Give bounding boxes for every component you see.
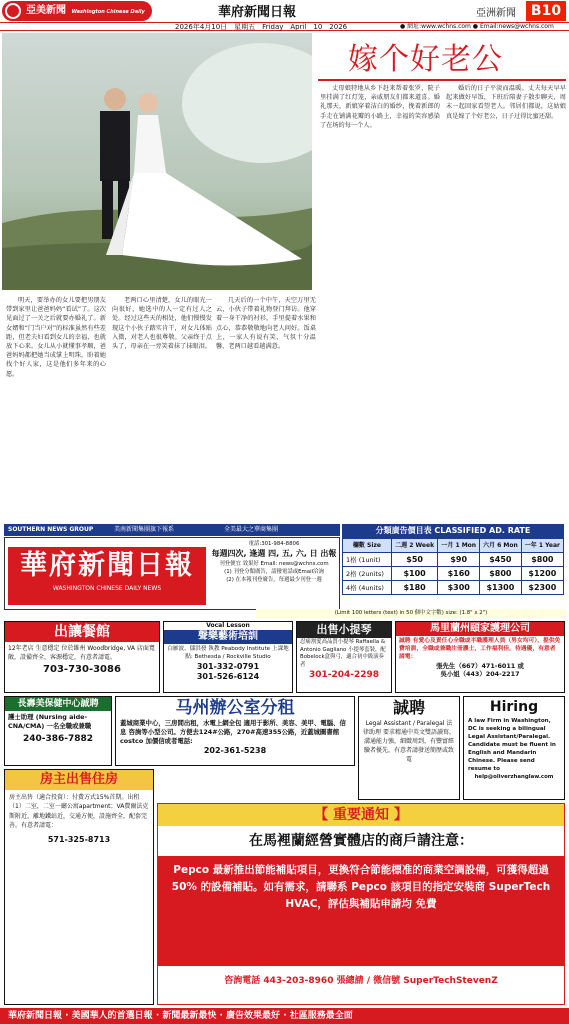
rate-value: $1300	[480, 581, 522, 595]
newspaper-contact-block	[210, 540, 338, 584]
article-column-1	[6, 296, 106, 516]
ad-phone: 301-204-2298	[308, 670, 380, 681]
ad-body: A law Firm in Washington, DC is seeking a bilingual Legal Assistant/Paralegal. Candidate must be fluent in English and Mandarin Chinese. Please send resume to	[468, 718, 556, 772]
ad-contact: 張先生（667）471-6011 或	[436, 662, 524, 670]
rate-value: $300	[438, 581, 480, 595]
contact-info: ● 網址:www.wchns.com ● Email:news@wchns.com	[400, 23, 554, 30]
ad-title: 長壽美保健中心誠聘	[5, 697, 111, 711]
page-footer: 華府新聞日報 · 美國華人的首選日報 · 新聞最新最快 · 廣告效果最好 · 社區服務最全面	[0, 1008, 569, 1024]
article-paragraph: 明天，要举办的女儿要把男朋友带到家里让爸爸妈妈“看试”了。这次见面过了一关之后就要办婚礼了。新女婿和“门当户对”的标准虽然有些差距，但老夫妇看到女儿的幸福，也就放下心来。女儿从小就懂事孝顺，爸爸妈妈都把她当成掌上明珠，盼着她找个好人家，这是他们多年来的心愿。	[6, 297, 106, 378]
ad-body: 誠聘 有愛心及責任心全職或半職護理人員（男女均可），提供免費培訓，全職或兼職注冊護士，工作福利佳，待遇優，有意者請電：	[399, 638, 561, 660]
big-logo-text: 華府新聞日報	[20, 550, 194, 581]
ad-phone: 703-730-3086	[43, 664, 121, 675]
rate-column-header: 六月 6 Mon	[480, 539, 522, 553]
newspaper-title: 華府新聞日報	[218, 5, 297, 20]
rate-unit: 4格 (4units)	[343, 581, 392, 595]
ad-title: 出讓餐館	[5, 622, 159, 642]
ad-body: 護士助理 (Nursing aide-CNA/CMA) 一名全職或兼職	[8, 713, 92, 730]
group-subtitle: 美南新聞集團旗下報系	[114, 526, 175, 533]
ad-body: Legal Assistant / Paralegal 法律助理 要求精通中英文雙語讀寫，溝通能力強，細緻周到，有豐富經驗者優先，有意者請發送簡歷或致電	[363, 720, 455, 763]
ad-title: 馬里蘭州頤家護理公司	[396, 622, 564, 636]
ad-violin-sale	[296, 621, 392, 693]
info-line: 刊登便宜 效果好 Email: news@wchns.com	[219, 561, 329, 567]
ad-body: 忍痛割愛高品質小提琴 Raffaella & Antonio Gagliano 小提琴套裝，配Bobelock盒與弓，適合初中級演奏者	[300, 639, 386, 668]
article-column-2	[112, 296, 212, 516]
group-name: SOUTHERN NEWS GROUP	[8, 526, 94, 533]
ad-nursing-company	[395, 621, 565, 693]
group-header-bar	[4, 524, 340, 536]
ad-office-rent	[115, 696, 355, 766]
ad-phone: 301-526-6124	[196, 672, 260, 681]
issue-date: 2026年4月10日 星期五 Friday April 10 2026	[175, 23, 348, 31]
notice-title-text: 【 重要通知 】	[314, 807, 408, 823]
info-line: (2) 在本報刊登廣告，每週最少刊登一週	[226, 577, 322, 583]
rate-column-header: 一月 1 Mon	[438, 539, 480, 553]
rate-column-header: 二週 2 Week	[391, 539, 438, 553]
ad-title: Hiring	[489, 699, 539, 715]
rate-value: $800	[521, 553, 563, 567]
classified-rate-table	[342, 538, 564, 595]
ad-house-sale	[4, 769, 154, 1005]
rate-column-header: 一年 1 Year	[521, 539, 563, 553]
rate-value: $800	[480, 567, 522, 581]
notice-phone: 咨詢電話 443-203-8960 張總請 / 微信號 SuperTechStevenZ	[224, 976, 498, 986]
ad-body: 房主出售（適合投資）：付費方式15%首期。出租（1）二室，二室一廳公寓apartment；VA費爾法克斯附近，離地鐵站近，交通方便，設施齊全，配套完善。有意者請電：	[9, 794, 149, 830]
ad-title: 聲樂藝術培訓	[164, 630, 292, 644]
ad-title: 出售小提琴	[297, 622, 391, 638]
ad-tag: Vocal Lesson	[206, 622, 250, 629]
phone-line: 電話:301-984-8806	[248, 541, 300, 547]
dateline	[0, 22, 569, 31]
ad-nursing-aide	[4, 696, 112, 766]
rate-value: $50	[391, 553, 438, 567]
rate-value: $180	[391, 581, 438, 595]
ad-hiring-chinese	[358, 696, 460, 800]
rate-value: $100	[391, 567, 438, 581]
article-paragraph: 老两口心里清楚，女儿的眼光一向很好，她选中的人一定有过人之处。经过这些天的相处，他们慢慢发现这个小伙子踏实肯干，对女儿体贴入微，对老人也很尊敬。父亲终于点头了，母亲在一旁笑着抹了抹眼泪。	[112, 297, 212, 351]
publish-days: 每週四次, 逢週 四, 五, 六, 日 出報	[211, 549, 337, 558]
logo-text: 亞美新聞	[26, 5, 66, 16]
wedding-photo	[2, 33, 312, 290]
rate-column-header: 欄數 Size	[343, 539, 392, 553]
group-slogan: 全美最大之華商集團	[224, 526, 279, 533]
big-logo-sub: WASHINGTON CHINESE DAILY NEWS	[52, 585, 162, 592]
globe-icon	[5, 3, 21, 19]
ad-contact: 吳小姐（443）204-2217	[440, 670, 520, 678]
newspaper-logo	[2, 1, 152, 21]
classified-rate-title: 分類廣告價目表 CLASSIFIED AD. RATE	[342, 524, 564, 538]
rate-value: $90	[438, 553, 480, 567]
rate-unit: 1格 (1unit)	[343, 553, 392, 567]
rate-note: (Limit 100 letters (text) in 50 個中文字數) size: (1.8" x 2")	[256, 609, 566, 618]
article-paragraph: 丈母娘特地从乡下赶来帮着张罗，院子里挂满了红灯笼，亲戚朋友们都来道喜。婚礼那天，新娘穿着洁白的婚纱，挽着新郎的手走在铺满花瓣的小路上，幸福的笑容感染了在场的每一个人。	[320, 85, 440, 129]
rate-unit: 2格 (2units)	[343, 567, 392, 581]
page-number: B10	[526, 1, 566, 21]
ad-hiring-english	[463, 696, 565, 800]
article-headline: 嫁个好老公	[348, 42, 503, 77]
section-name: 亞洲新聞	[476, 8, 516, 19]
ad-title: 房主出售住房	[5, 770, 153, 790]
ad-body: 蓋城商業中心，三房間出租，水電上網全包 適用于影所、美容、美甲、電腦、信息 咨詢等小型公司。方便去124#公路，270#高速355公路，近蓋城圖書館costco 加價信或者電話:	[120, 719, 346, 745]
ad-phone: 240-386-7882	[22, 734, 94, 744]
ad-body: 白雁波、儲洪發 執教 Peabody Institute 上課地點: Bethesda / Rockville Studio	[167, 646, 289, 660]
ad-title: 誠聘	[392, 698, 425, 717]
newspaper-big-logo	[8, 547, 206, 605]
article-paragraph: 婚后的日子平淡而温暖。丈夫每天早早起来做好早饭，下班后陪妻子散步聊天，周末一起回家看望老人。邻居们都说，这姑娘真是嫁了个好老公，日子过得比蜜还甜。	[446, 85, 566, 120]
ad-restaurant-sale	[4, 621, 160, 693]
table-row	[343, 553, 564, 567]
ad-phone: 202-361-5238	[203, 746, 267, 755]
article-column-3	[216, 296, 316, 516]
article-column-4	[320, 84, 440, 516]
ad-title: 马州辦公室分租	[175, 698, 295, 718]
ad-phone: 571-325-8713	[47, 834, 111, 844]
ad-email: help@oliverzhanglaw.com	[474, 774, 554, 780]
rate-value: $450	[480, 553, 522, 567]
ad-important-notice	[157, 803, 565, 1005]
article-column-5	[446, 84, 566, 516]
ad-phone: 301-332-0791	[196, 662, 260, 671]
headline-divider	[318, 79, 566, 81]
article-paragraph: 几天后的一个中午，天空万里无云，小伙子带着礼物登门拜访。他穿着一身干净的衬衫，手里提着水果和点心，恭恭敬敬地向老人问好。饭桌上，一家人有说有笑，气氛十分温馨，老两口越看越满意。	[216, 297, 316, 351]
notice-title	[158, 804, 564, 826]
masthead	[0, 0, 569, 22]
ad-vocal-lesson	[163, 621, 293, 693]
logo-subtitle: Washington Chinese Daily	[71, 9, 145, 15]
table-row	[343, 567, 564, 581]
ad-body: 12年老店 生意穩定 位於維州 Woodbridge, VA 店面寬敞，設備齊全，客源穩定，有意者請電。	[8, 645, 155, 661]
rate-value: $1200	[521, 567, 563, 581]
notice-subtitle: 在馬裡蘭經營實體店的商戶請注意：	[249, 833, 473, 849]
notice-body: Pepco 最新推出節能補貼項目，更換符合節能標准的商業空調設備，可獲得超過 50% 的設備補貼。如有需求，請聯系 Pepco 該項目的指定安裝商 SuperTech HVAC，評估與補貼申請均 免費	[158, 856, 564, 966]
info-line: (1) 刊登分類廣告，請撥電話或Email洽詢	[224, 569, 324, 575]
rate-value: $2300	[521, 581, 563, 595]
table-row	[343, 581, 564, 595]
rate-value: $160	[438, 567, 480, 581]
